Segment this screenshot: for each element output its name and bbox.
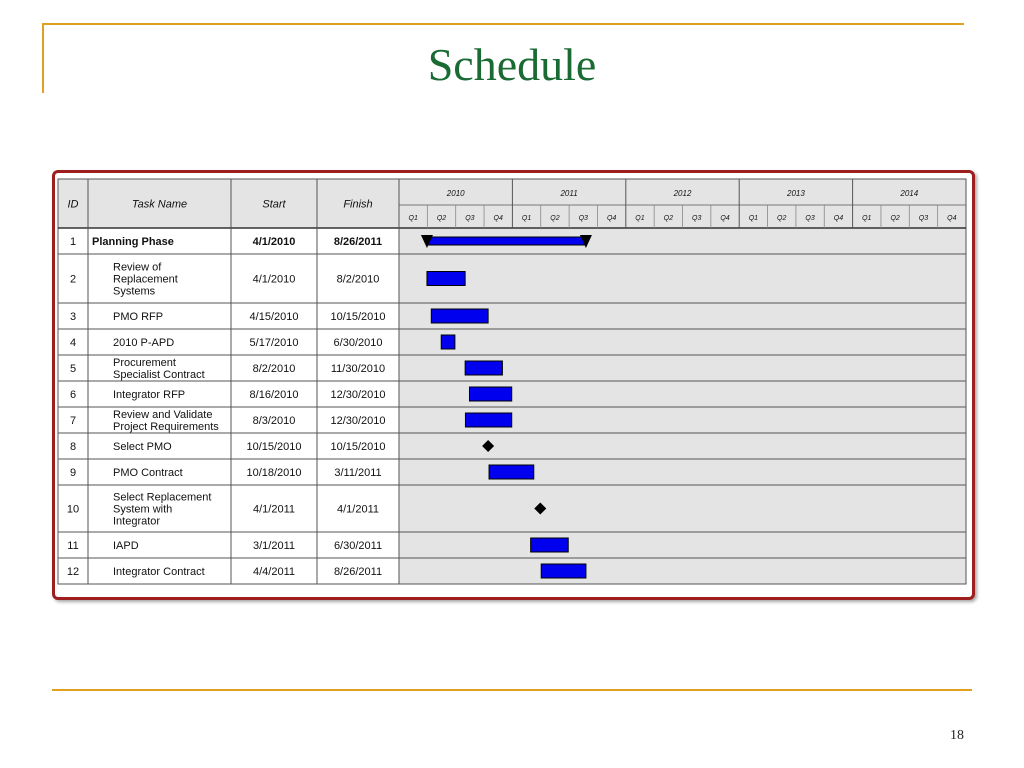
task-name: Integrator RFP: [113, 389, 186, 401]
task-name: Planning Phase: [92, 236, 174, 248]
task-id: 12: [66, 566, 80, 578]
task-finish: 4/1/2011: [336, 503, 380, 516]
task-name: PMO RFP: [113, 311, 164, 323]
quarter-label: Q3: [465, 215, 475, 222]
quarter-label: Q3: [918, 215, 929, 222]
task-start: 8/2/2010: [252, 363, 296, 375]
task-id: 10: [66, 503, 80, 516]
task-id: 11: [67, 540, 79, 552]
task-start: 4/1/2010: [252, 236, 296, 248]
task-name: Select Replacement: [113, 491, 212, 504]
quarter-label: Q4: [947, 215, 957, 222]
task-finish: 10/15/2010: [330, 311, 386, 323]
summary-bar: [427, 237, 586, 245]
quarter-label: Q4: [833, 215, 844, 222]
task-name: Review of: [113, 261, 162, 274]
task-name: Review and Validate: [113, 409, 213, 421]
task-name: Replacement: [113, 273, 178, 286]
header-id: ID: [67, 198, 79, 211]
task-finish: 6/30/2010: [333, 337, 383, 349]
quarter-label: Q1: [408, 215, 418, 222]
task-bar: [541, 564, 586, 578]
task-id: 1: [69, 236, 77, 248]
year-label: 2013: [787, 189, 805, 198]
task-start: 8/3/2010: [252, 415, 296, 427]
quarter-label: Q2: [777, 215, 787, 222]
task-id: 3: [69, 311, 77, 323]
task-name: Procurement: [113, 357, 176, 369]
task-bar: [465, 413, 511, 427]
task-bar: [441, 335, 455, 349]
year-label: 2011: [560, 189, 578, 198]
task-finish: 3/11/2011: [334, 467, 382, 479]
task-finish: 6/30/2011: [333, 540, 383, 552]
quarter-label: Q4: [720, 215, 730, 222]
quarter-label: Q2: [436, 215, 447, 222]
quarter-label: Q3: [805, 215, 815, 222]
task-id: 7: [69, 415, 77, 427]
header-start: Start: [262, 198, 286, 211]
task-finish: 10/15/2010: [330, 441, 386, 453]
task-name: Select PMO: [113, 441, 172, 453]
task-start: 5/17/2010: [249, 337, 299, 349]
task-start: 4/15/2010: [249, 311, 299, 323]
task-name: IAPD: [113, 540, 139, 552]
task-name: Integrator: [113, 515, 161, 528]
task-id: 9: [69, 467, 77, 479]
task-start: 10/15/2010: [246, 441, 302, 453]
quarter-label: Q4: [606, 215, 617, 222]
task-start: 4/1/2011: [252, 503, 296, 516]
task-finish: 8/2/2010: [336, 273, 380, 286]
task-bar: [465, 361, 502, 375]
year-label: 2010: [446, 189, 465, 198]
task-name: Project Requirements: [113, 421, 219, 433]
quarter-label: Q3: [692, 215, 702, 222]
quarter-label: Q1: [635, 215, 645, 222]
task-bar: [469, 387, 511, 401]
gantt-chart-frame: [52, 170, 975, 600]
task-id: 5: [69, 363, 77, 375]
bottom-accent-line: [52, 689, 972, 691]
slide-title: Schedule: [427, 39, 597, 90]
task-bar: [431, 309, 488, 323]
task-finish: 8/26/2011: [333, 236, 383, 248]
task-start: 10/18/2010: [246, 467, 302, 479]
task-id: 6: [69, 389, 77, 401]
task-name: PMO Contract: [113, 467, 183, 479]
task-finish: 12/30/2010: [330, 389, 386, 401]
task-name: Integrator Contract: [113, 566, 205, 578]
task-bar: [427, 272, 465, 286]
quarter-label: Q2: [890, 215, 900, 222]
header-finish: Finish: [343, 198, 373, 211]
gantt-chart: [55, 173, 972, 597]
top-accent-line: [42, 23, 964, 25]
task-id: 8: [69, 441, 77, 453]
year-label: 2012: [673, 189, 692, 198]
quarter-label: Q4: [493, 215, 503, 222]
task-id: 4: [69, 337, 77, 349]
task-start: 3/1/2011: [252, 540, 296, 552]
task-start: 4/1/2010: [252, 273, 296, 286]
task-start: 4/4/2011: [252, 566, 296, 578]
task-name: Specialist Contract: [113, 369, 205, 381]
task-start: 8/16/2010: [249, 389, 299, 401]
page-number: 18: [950, 728, 964, 743]
task-name: Systems: [113, 285, 156, 298]
task-finish: 11/30/2010: [330, 363, 386, 375]
quarter-label: Q1: [748, 215, 759, 222]
task-bar: [531, 538, 569, 552]
quarter-label: Q1: [862, 215, 872, 222]
task-name: System with: [113, 503, 173, 516]
quarter-label: Q2: [663, 215, 673, 222]
quarter-label: Q1: [521, 215, 532, 222]
year-label: 2014: [900, 189, 919, 198]
task-id: 2: [69, 273, 77, 286]
task-finish: 8/26/2011: [333, 566, 383, 578]
task-finish: 12/30/2010: [330, 415, 386, 427]
quarter-label: Q2: [550, 215, 560, 222]
header-task-name: Task Name: [131, 198, 188, 211]
task-bar: [489, 465, 534, 479]
quarter-label: Q3: [578, 215, 588, 222]
task-name: 2010 P-APD: [113, 337, 175, 349]
